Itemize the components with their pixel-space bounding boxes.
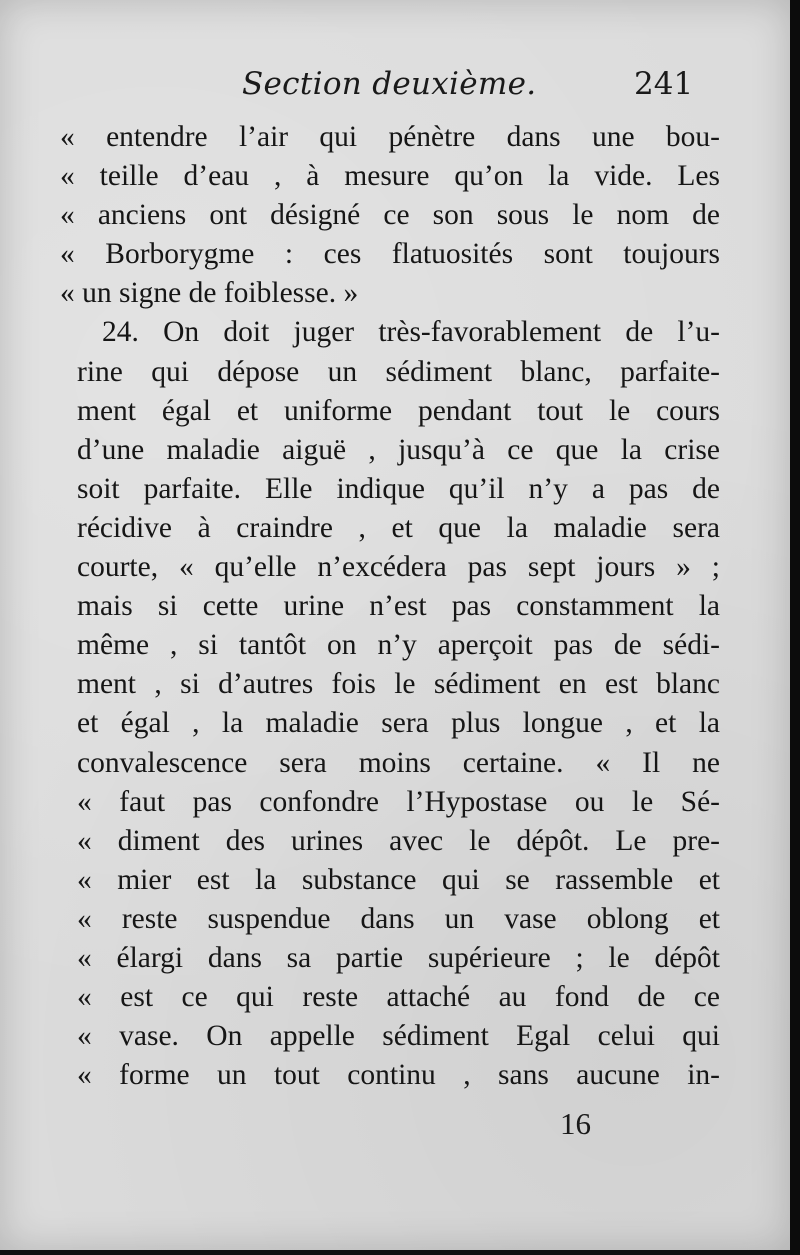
text-line: soit parfaite. Elle indique qu’il n’y a pas de <box>77 472 720 505</box>
text-line: « reste suspendue dans un vase oblong et <box>77 902 720 935</box>
text-line: « teille d’eau , à mesure qu’on la vide. Les <box>60 160 720 193</box>
text-line: « élargi dans sa partie supérieure ; le dépôt <box>77 941 720 974</box>
text-line: « anciens ont désigné ce son sous le nom de <box>60 199 720 232</box>
body-text <box>60 118 720 1095</box>
text-line: « diment des urines avec le dépôt. Le pre- <box>77 824 720 857</box>
text-line: « mier est la substance qui se rassemble et <box>77 863 720 896</box>
page-header <box>0 66 790 112</box>
text-line: « forme un tout continu , sans aucune in- <box>77 1059 720 1092</box>
page-number: 241 <box>634 66 694 102</box>
text-line: « un signe de foiblesse. » <box>60 277 359 310</box>
text-line: « faut pas confondre l’Hypostase ou le Sé- <box>77 785 720 818</box>
text-line: d’une maladie aiguë , jusqu’à ce que la crise <box>77 433 720 466</box>
text-line: même , si tantôt on n’y aperçoit pas de sédi- <box>77 629 720 662</box>
text-line: mais si cette urine n’est pas constamment la <box>77 590 720 623</box>
text-line: ment égal et uniforme pendant tout le cours <box>77 394 720 427</box>
text-line: « Borborygme : ces flatuosités sont toujours <box>60 238 720 271</box>
text-line: courte, « qu’elle n’excédera pas sept jours » ; <box>77 551 720 584</box>
scan-edge-shadow <box>790 0 800 1255</box>
running-title: Section deuxième. <box>242 66 537 102</box>
text-line: « est ce qui reste attaché au fond de ce <box>77 981 720 1014</box>
text-line: et égal , la maladie sera plus longue , et la <box>77 707 720 740</box>
text-line: ment , si d’autres fois le sédiment en est blanc <box>77 668 720 701</box>
paragraph-start-line: 24. On doit juger très-favorablement de l’u- <box>102 316 720 349</box>
text-line: « vase. On appelle sédiment Egal celui qui <box>77 1020 720 1053</box>
text-line: convalescence sera moins certaine. « Il ne <box>77 746 720 779</box>
signature-mark: 16 <box>560 1106 591 1141</box>
text-line: récidive à craindre , et que la maladie sera <box>77 511 720 544</box>
text-line: « entendre l’air qui pénètre dans une bou- <box>60 121 720 153</box>
text-line: rine qui dépose un sédiment blanc, parfaite- <box>77 355 720 388</box>
